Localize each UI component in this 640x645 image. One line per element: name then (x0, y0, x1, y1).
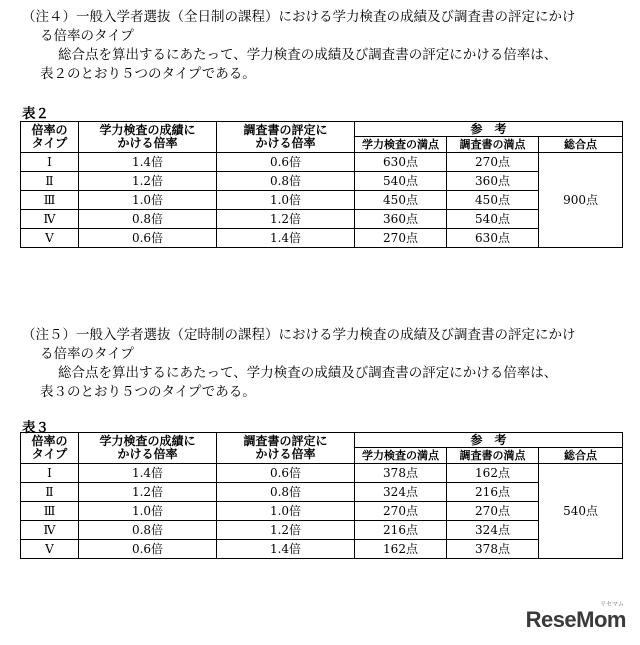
table-3 (20, 432, 623, 559)
chosasho-full-cell: 216点 (447, 483, 539, 502)
gakuryoku-full-cell: 378点 (355, 464, 447, 483)
header-total: 総合点 (539, 137, 623, 153)
type-cell: Ⅲ (21, 502, 79, 521)
gakuryoku-rate-cell: 0.6倍 (79, 229, 217, 248)
table-2 (20, 121, 623, 248)
gakuryoku-rate-cell: 0.8倍 (79, 521, 217, 540)
type-cell: Ⅱ (21, 172, 79, 191)
chosasho-rate-cell: 0.6倍 (217, 153, 355, 172)
gakuryoku-full-cell: 270点 (355, 502, 447, 521)
chosasho-full-cell: 360点 (447, 172, 539, 191)
table-row (21, 172, 623, 191)
header-type: 倍率の タイプ (21, 433, 79, 464)
gakuryoku-rate-cell: 1.4倍 (79, 464, 217, 483)
logo-kana: リセマム (600, 602, 624, 608)
gakuryoku-full-cell: 324点 (355, 483, 447, 502)
type-cell: Ⅴ (21, 229, 79, 248)
note-5-line-2: る倍率のタイプ (40, 346, 134, 362)
chosasho-rate-cell: 1.4倍 (217, 229, 355, 248)
gakuryoku-rate-cell: 1.2倍 (79, 483, 217, 502)
table-row (21, 521, 623, 540)
type-cell: Ⅴ (21, 540, 79, 559)
type-cell: Ⅰ (21, 464, 79, 483)
table-3-caption: 表３ (22, 420, 49, 436)
gakuryoku-rate-cell: 0.6倍 (79, 540, 217, 559)
gakuryoku-full-cell: 450点 (355, 191, 447, 210)
table-row (21, 153, 623, 172)
table-row (21, 483, 623, 502)
logo-text: ReseMom (525, 607, 626, 632)
gakuryoku-rate-cell: 1.0倍 (79, 191, 217, 210)
header-gakuryoku-rate: 学力検査の成績に かける倍率 (79, 122, 217, 153)
gakuryoku-full-cell: 630点 (355, 153, 447, 172)
chosasho-full-cell: 270点 (447, 153, 539, 172)
chosasho-full-cell: 270点 (447, 502, 539, 521)
type-cell: Ⅱ (21, 483, 79, 502)
gakuryoku-rate-cell: 0.8倍 (79, 210, 217, 229)
chosasho-rate-cell: 1.0倍 (217, 191, 355, 210)
gakuryoku-rate-cell: 1.0倍 (79, 502, 217, 521)
note-5-line-1: （注５）一般入学者選抜（定時制の課程）における学力検査の成績及び調査書の評定にかけ (22, 327, 576, 343)
note-5-line-3: 総合点を算出するにあたって、学力検査の成績及び調査書の評定にかける倍率は、 (58, 365, 558, 381)
chosasho-full-cell: 324点 (447, 521, 539, 540)
header-gakuryoku-rate: 学力検査の成績に かける倍率 (79, 433, 217, 464)
total-cell: 540点 (539, 464, 623, 559)
header-chosasho-full: 調査書の満点 (447, 137, 539, 153)
note-4-line-1: （注４）一般入学者選抜（全日制の課程）における学力検査の成績及び調査書の評定にかけ (22, 9, 576, 25)
chosasho-rate-cell: 0.8倍 (217, 483, 355, 502)
table-row (21, 464, 623, 483)
header-chosasho-full: 調査書の満点 (447, 448, 539, 464)
header-chosasho-rate: 調査書の評定に かける倍率 (217, 122, 355, 153)
chosasho-full-cell: 450点 (447, 191, 539, 210)
table-row (21, 502, 623, 521)
note-4 (22, 8, 622, 84)
note-5-line-4: 表３のとおり５つのタイプである。 (40, 384, 256, 400)
type-cell: Ⅳ (21, 521, 79, 540)
note-4-line-3: 総合点を算出するにあたって、学力検査の成績及び調査書の評定にかける倍率は、 (58, 47, 558, 63)
table-2-caption: 表２ (22, 106, 49, 122)
chosasho-full-cell: 540点 (447, 210, 539, 229)
table-row (21, 191, 623, 210)
gakuryoku-full-cell: 540点 (355, 172, 447, 191)
chosasho-full-cell: 378点 (447, 540, 539, 559)
gakuryoku-full-cell: 216点 (355, 521, 447, 540)
resemom-logo (525, 602, 626, 633)
chosasho-rate-cell: 1.2倍 (217, 521, 355, 540)
note-5 (22, 326, 622, 402)
header-gakuryoku-full: 学力検査の満点 (355, 137, 447, 153)
header-chosasho-rate: 調査書の評定に かける倍率 (217, 433, 355, 464)
chosasho-rate-cell: 1.0倍 (217, 502, 355, 521)
gakuryoku-full-cell: 162点 (355, 540, 447, 559)
table-row (21, 540, 623, 559)
header-gakuryoku-full: 学力検査の満点 (355, 448, 447, 464)
type-cell: Ⅳ (21, 210, 79, 229)
note-4-line-4: 表２のとおり５つのタイプである。 (40, 66, 256, 82)
chosasho-rate-cell: 0.8倍 (217, 172, 355, 191)
total-cell: 900点 (539, 153, 623, 248)
chosasho-rate-cell: 0.6倍 (217, 464, 355, 483)
gakuryoku-rate-cell: 1.2倍 (79, 172, 217, 191)
chosasho-rate-cell: 1.4倍 (217, 540, 355, 559)
table-row (21, 229, 623, 248)
chosasho-full-cell: 630点 (447, 229, 539, 248)
header-sanko: 参 考 (355, 122, 623, 137)
table-row (21, 210, 623, 229)
header-sanko: 参 考 (355, 433, 623, 448)
chosasho-rate-cell: 1.2倍 (217, 210, 355, 229)
note-4-line-2: る倍率のタイプ (40, 28, 134, 44)
gakuryoku-full-cell: 360点 (355, 210, 447, 229)
type-cell: Ⅲ (21, 191, 79, 210)
gakuryoku-full-cell: 270点 (355, 229, 447, 248)
gakuryoku-rate-cell: 1.4倍 (79, 153, 217, 172)
chosasho-full-cell: 162点 (447, 464, 539, 483)
type-cell: Ⅰ (21, 153, 79, 172)
header-type: 倍率の タイプ (21, 122, 79, 153)
header-total: 総合点 (539, 448, 623, 464)
